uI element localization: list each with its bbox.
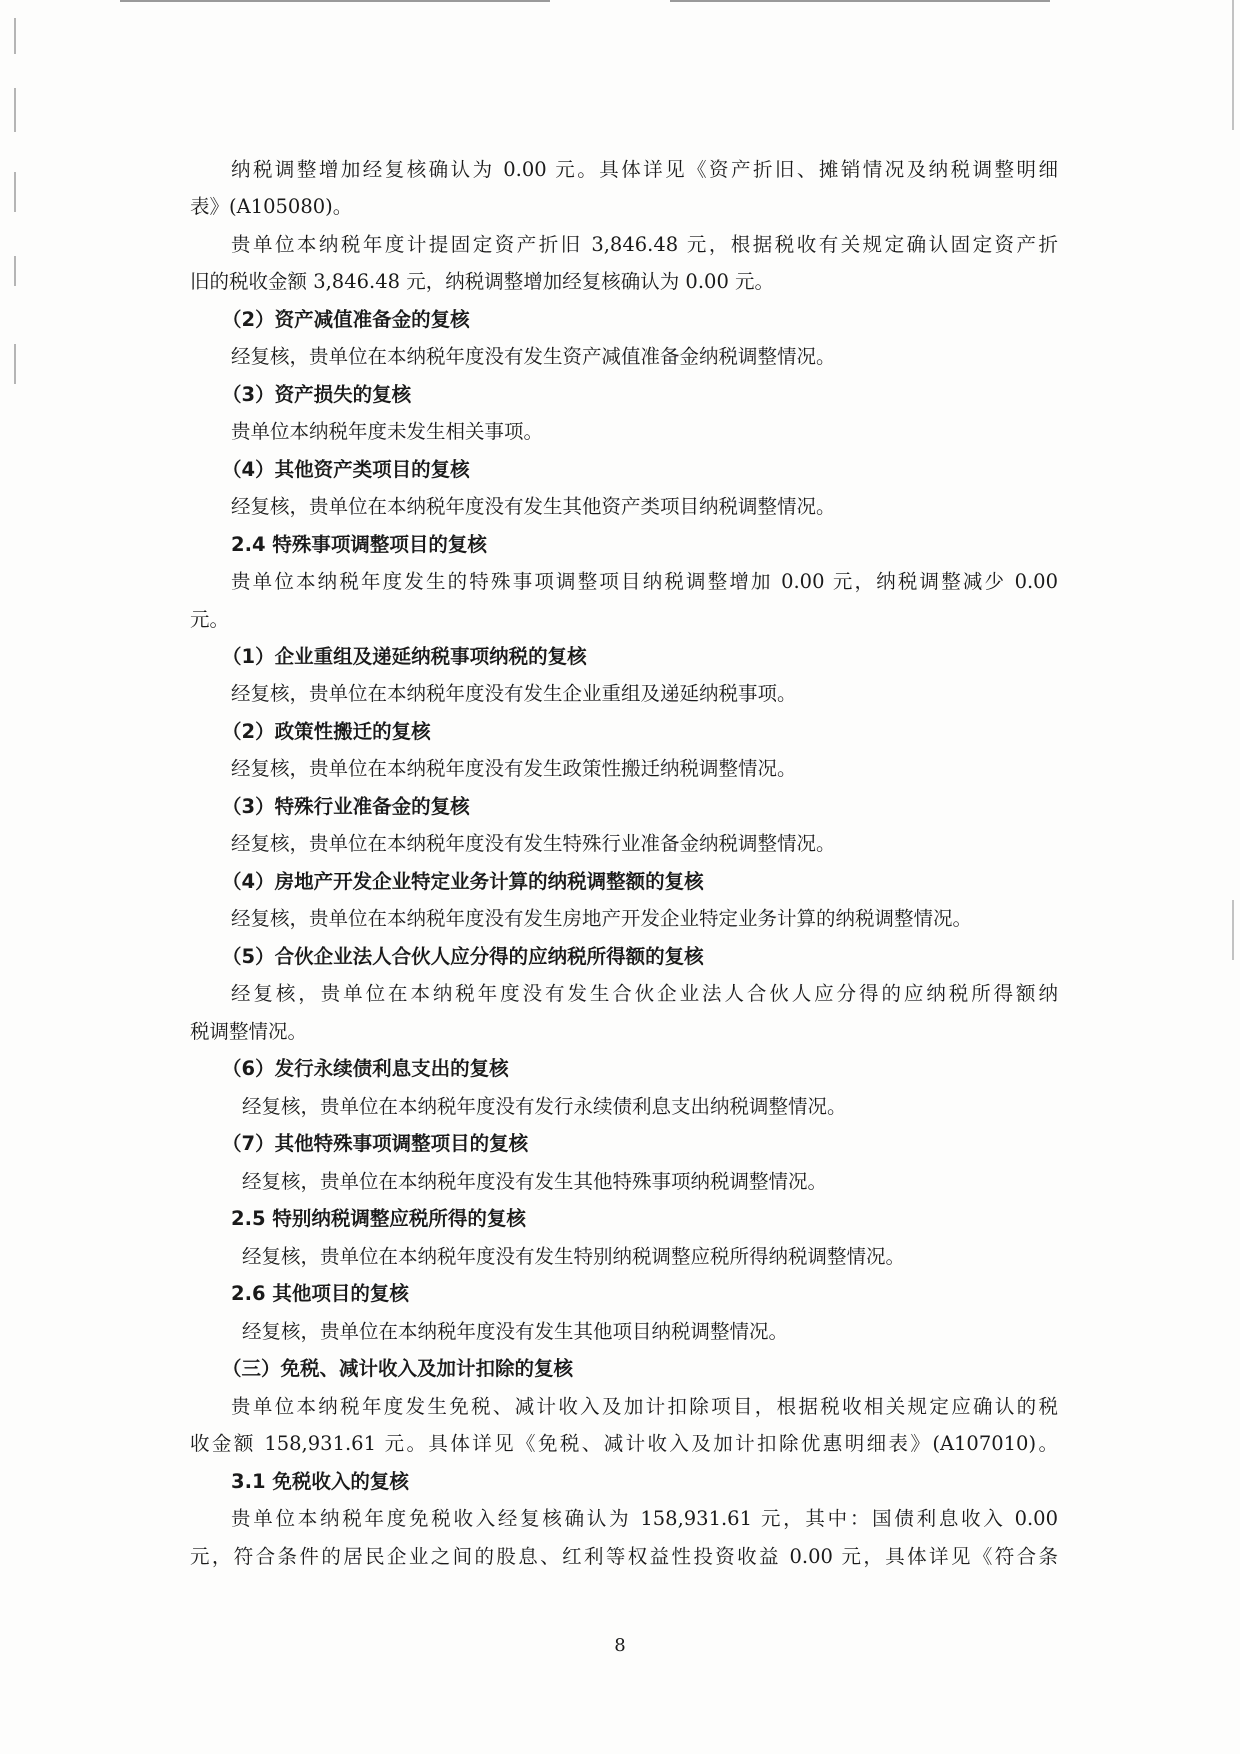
page-number: 8	[614, 1635, 626, 1656]
scan-edge-left-4	[14, 256, 16, 286]
section-heading: 2.6 其他项目的复核	[231, 1282, 409, 1305]
section-heading: （7）其他特殊事项调整项目的复核	[222, 1132, 529, 1155]
scan-edge-left-2	[14, 88, 16, 132]
text-line: 贵单位本纳税年度计提固定资产折旧 3,846.48 元，根据税收有关规定确认固定资产折	[231, 233, 1058, 256]
text-line: 元，符合条件的居民企业之间的股息、红利等权益性投资收益 0.00 元，具体详见《符合条	[190, 1545, 1058, 1568]
section-heading: （3）特殊行业准备金的复核	[222, 795, 470, 818]
text-line: 税调整情况。	[190, 1020, 308, 1043]
scan-edge-left-3	[14, 172, 16, 212]
section-heading: （5）合伙企业法人合伙人应分得的应纳税所得额的复核	[222, 945, 704, 968]
text-line: 贵单位本纳税年度未发生相关事项。	[231, 420, 544, 443]
section-heading: 2.5 特别纳税调整应税所得的复核	[231, 1207, 526, 1230]
text-line: 经复核，贵单位在本纳税年度没有发生特别纳税调整应税所得纳税调整情况。	[242, 1245, 906, 1268]
scan-edge-right-1	[1232, 0, 1234, 130]
text-line: 贵单位本纳税年度发生免税、减计收入及加计扣除项目，根据税收相关规定应确认的税	[231, 1395, 1058, 1418]
text-line: 表》(A105080)。	[190, 195, 353, 218]
text-line: 收金额 158,931.61 元。具体详见《免税、减计收入及加计扣除优惠明细表》(A107010)。	[190, 1432, 1058, 1455]
section-heading: （6）发行永续债利息支出的复核	[222, 1057, 509, 1080]
text-line: 经复核，贵单位在本纳税年度没有发生政策性搬迁纳税调整情况。	[231, 757, 797, 780]
section-heading: 3.1 免税收入的复核	[231, 1470, 409, 1493]
text-line: 元。	[190, 608, 230, 631]
text-line: 经复核，贵单位在本纳税年度没有发生特殊行业准备金纳税调整情况。	[231, 832, 836, 855]
scan-edge-left-1	[14, 18, 16, 54]
text-line: 旧的税收金额 3,846.48 元，纳税调整增加经复核确认为 0.00 元。	[190, 270, 775, 293]
section-heading: （2）资产减值准备金的复核	[222, 308, 470, 331]
section-heading: （2）政策性搬迁的复核	[222, 720, 431, 743]
section-heading: 2.4 特殊事项调整项目的复核	[231, 533, 487, 556]
text-line: 经复核，贵单位在本纳税年度没有发行永续债利息支出纳税调整情况。	[242, 1095, 847, 1118]
text-line: 经复核，贵单位在本纳税年度没有发生其他项目纳税调整情况。	[242, 1320, 789, 1343]
text-line: 贵单位本纳税年度免税收入经复核确认为 158,931.61 元，其中：国债利息收入 0.00	[231, 1507, 1058, 1530]
scan-edge-right-2	[1232, 900, 1234, 960]
text-line: 经复核，贵单位在本纳税年度没有发生其他特殊事项纳税调整情况。	[242, 1170, 828, 1193]
text-line: 贵单位本纳税年度发生的特殊事项调整项目纳税调整增加 0.00 元，纳税调整减少 0.00	[231, 570, 1058, 593]
scan-edge-top-2	[670, 0, 1050, 2]
scan-edge-top-1	[120, 0, 550, 2]
text-line: 经复核，贵单位在本纳税年度没有发生其他资产类项目纳税调整情况。	[231, 495, 836, 518]
text-line: 纳税调整增加经复核确认为 0.00 元。具体详见《资产折旧、摊销情况及纳税调整明细	[231, 158, 1058, 181]
text-line: 经复核，贵单位在本纳税年度没有发生资产减值准备金纳税调整情况。	[231, 345, 836, 368]
scan-edge-left-5	[14, 344, 16, 384]
section-heading: （1）企业重组及递延纳税事项纳税的复核	[222, 645, 587, 668]
section-heading: （3）资产损失的复核	[222, 383, 412, 406]
section-heading: （三）免税、减计收入及加计扣除的复核	[222, 1357, 574, 1380]
section-heading: （4）其他资产类项目的复核	[222, 458, 470, 481]
text-line: 经复核，贵单位在本纳税年度没有发生企业重组及递延纳税事项。	[231, 682, 797, 705]
text-line: 经复核，贵单位在本纳税年度没有发生房地产开发企业特定业务计算的纳税调整情况。	[231, 907, 973, 930]
text-line: 经复核，贵单位在本纳税年度没有发生合伙企业法人合伙人应分得的应纳税所得额纳	[231, 982, 1058, 1005]
section-heading: （4）房地产开发企业特定业务计算的纳税调整额的复核	[222, 870, 704, 893]
